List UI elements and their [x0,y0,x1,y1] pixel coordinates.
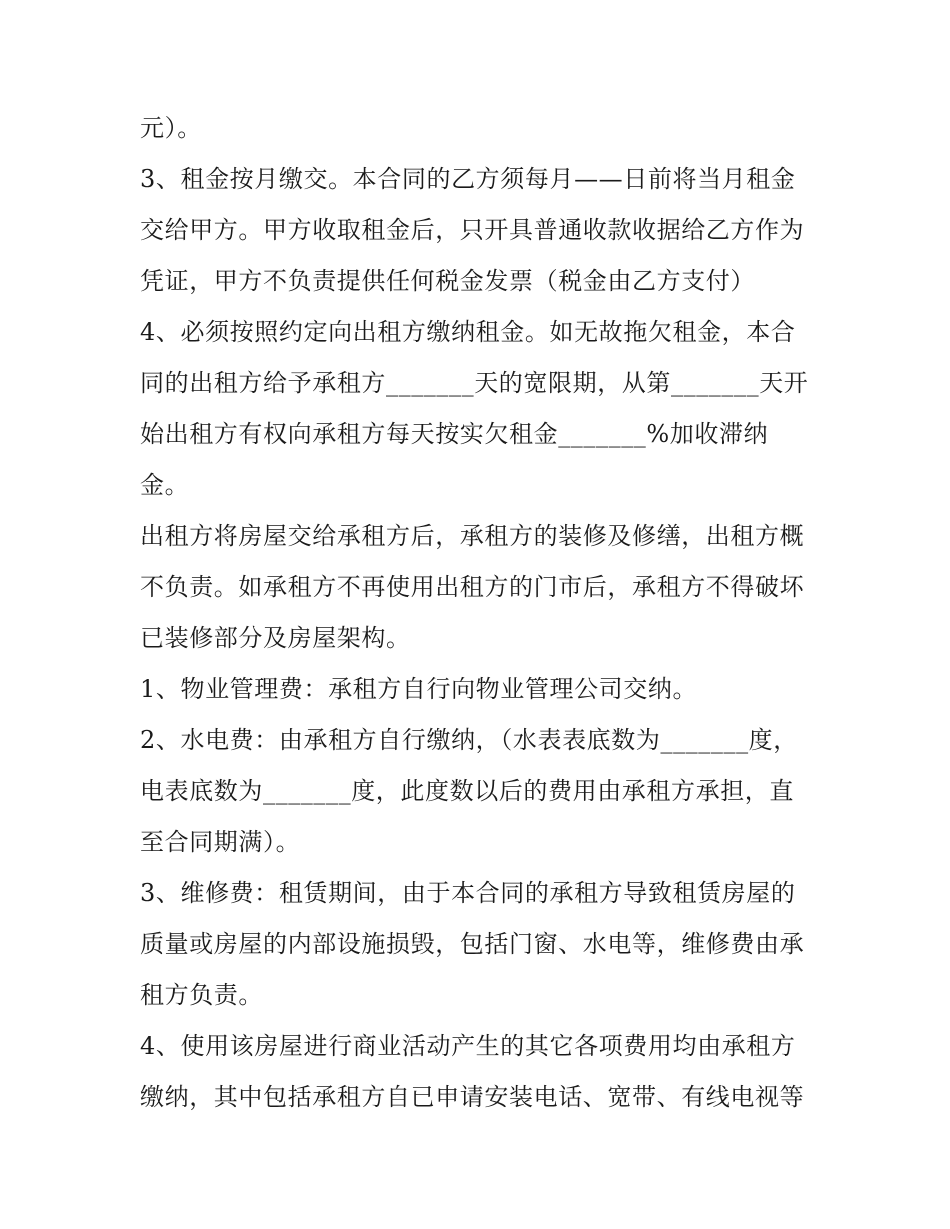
text-line: 缴纳，其中包括承租方自已申请安装电话、宽带、有线电视等 [140,1083,805,1111]
text-line: 金。 [140,471,190,499]
text-line: 电表底数为_______度，此度数以后的费用由承租方承担，直 [140,777,794,805]
text-line: 交给甲方。甲方收取租金后，只开具普通收款收据给乙方作为 [140,216,805,244]
text-line: 始出租方有权向承租方每天按实欠租金_______%加收滞纳 [140,420,769,448]
text-line: 4、必须按照约定向出租方缴纳租金。如无故拖欠租金，本合 [140,318,796,346]
text-line: 不负责。如承租方不再使用出租方的门市后，承租方不得破坏 [140,573,805,601]
text-line: 同的出租方给予承租方_______天的宽限期，从第_______天开 [140,369,809,397]
text-line: 元）。 [140,114,202,142]
text-line: 已装修部分及房屋架构。 [140,624,411,652]
text-line: 1、物业管理费：承租方自行向物业管理公司交纳。 [140,675,698,703]
text-line: 2、水电费：由承租方自行缴纳，（水表表底数为_______度， [140,726,798,754]
text-line: 凭证，甲方不负责提供任何税金发票（税金由乙方支付） [140,267,755,295]
text-line: 至合同期满）。 [140,828,301,856]
document-body [140,103,820,1123]
text-line: 3、维修费：租赁期间，由于本合同的承租方导致租赁房屋的 [140,879,796,907]
text-line: 质量或房屋的内部设施损毁，包括门窗、水电等，维修费由承 [140,930,805,958]
text-line: 3、租金按月缴交。本合同的乙方须每月——日前将当月租金 [140,165,796,193]
text-line: 出租方将房屋交给承租方后，承租方的装修及修缮，出租方概 [140,522,805,550]
text-line: 租方负责。 [140,981,263,1009]
text-line: 4、使用该房屋进行商业活动产生的其它各项费用均由承租方 [140,1032,796,1060]
